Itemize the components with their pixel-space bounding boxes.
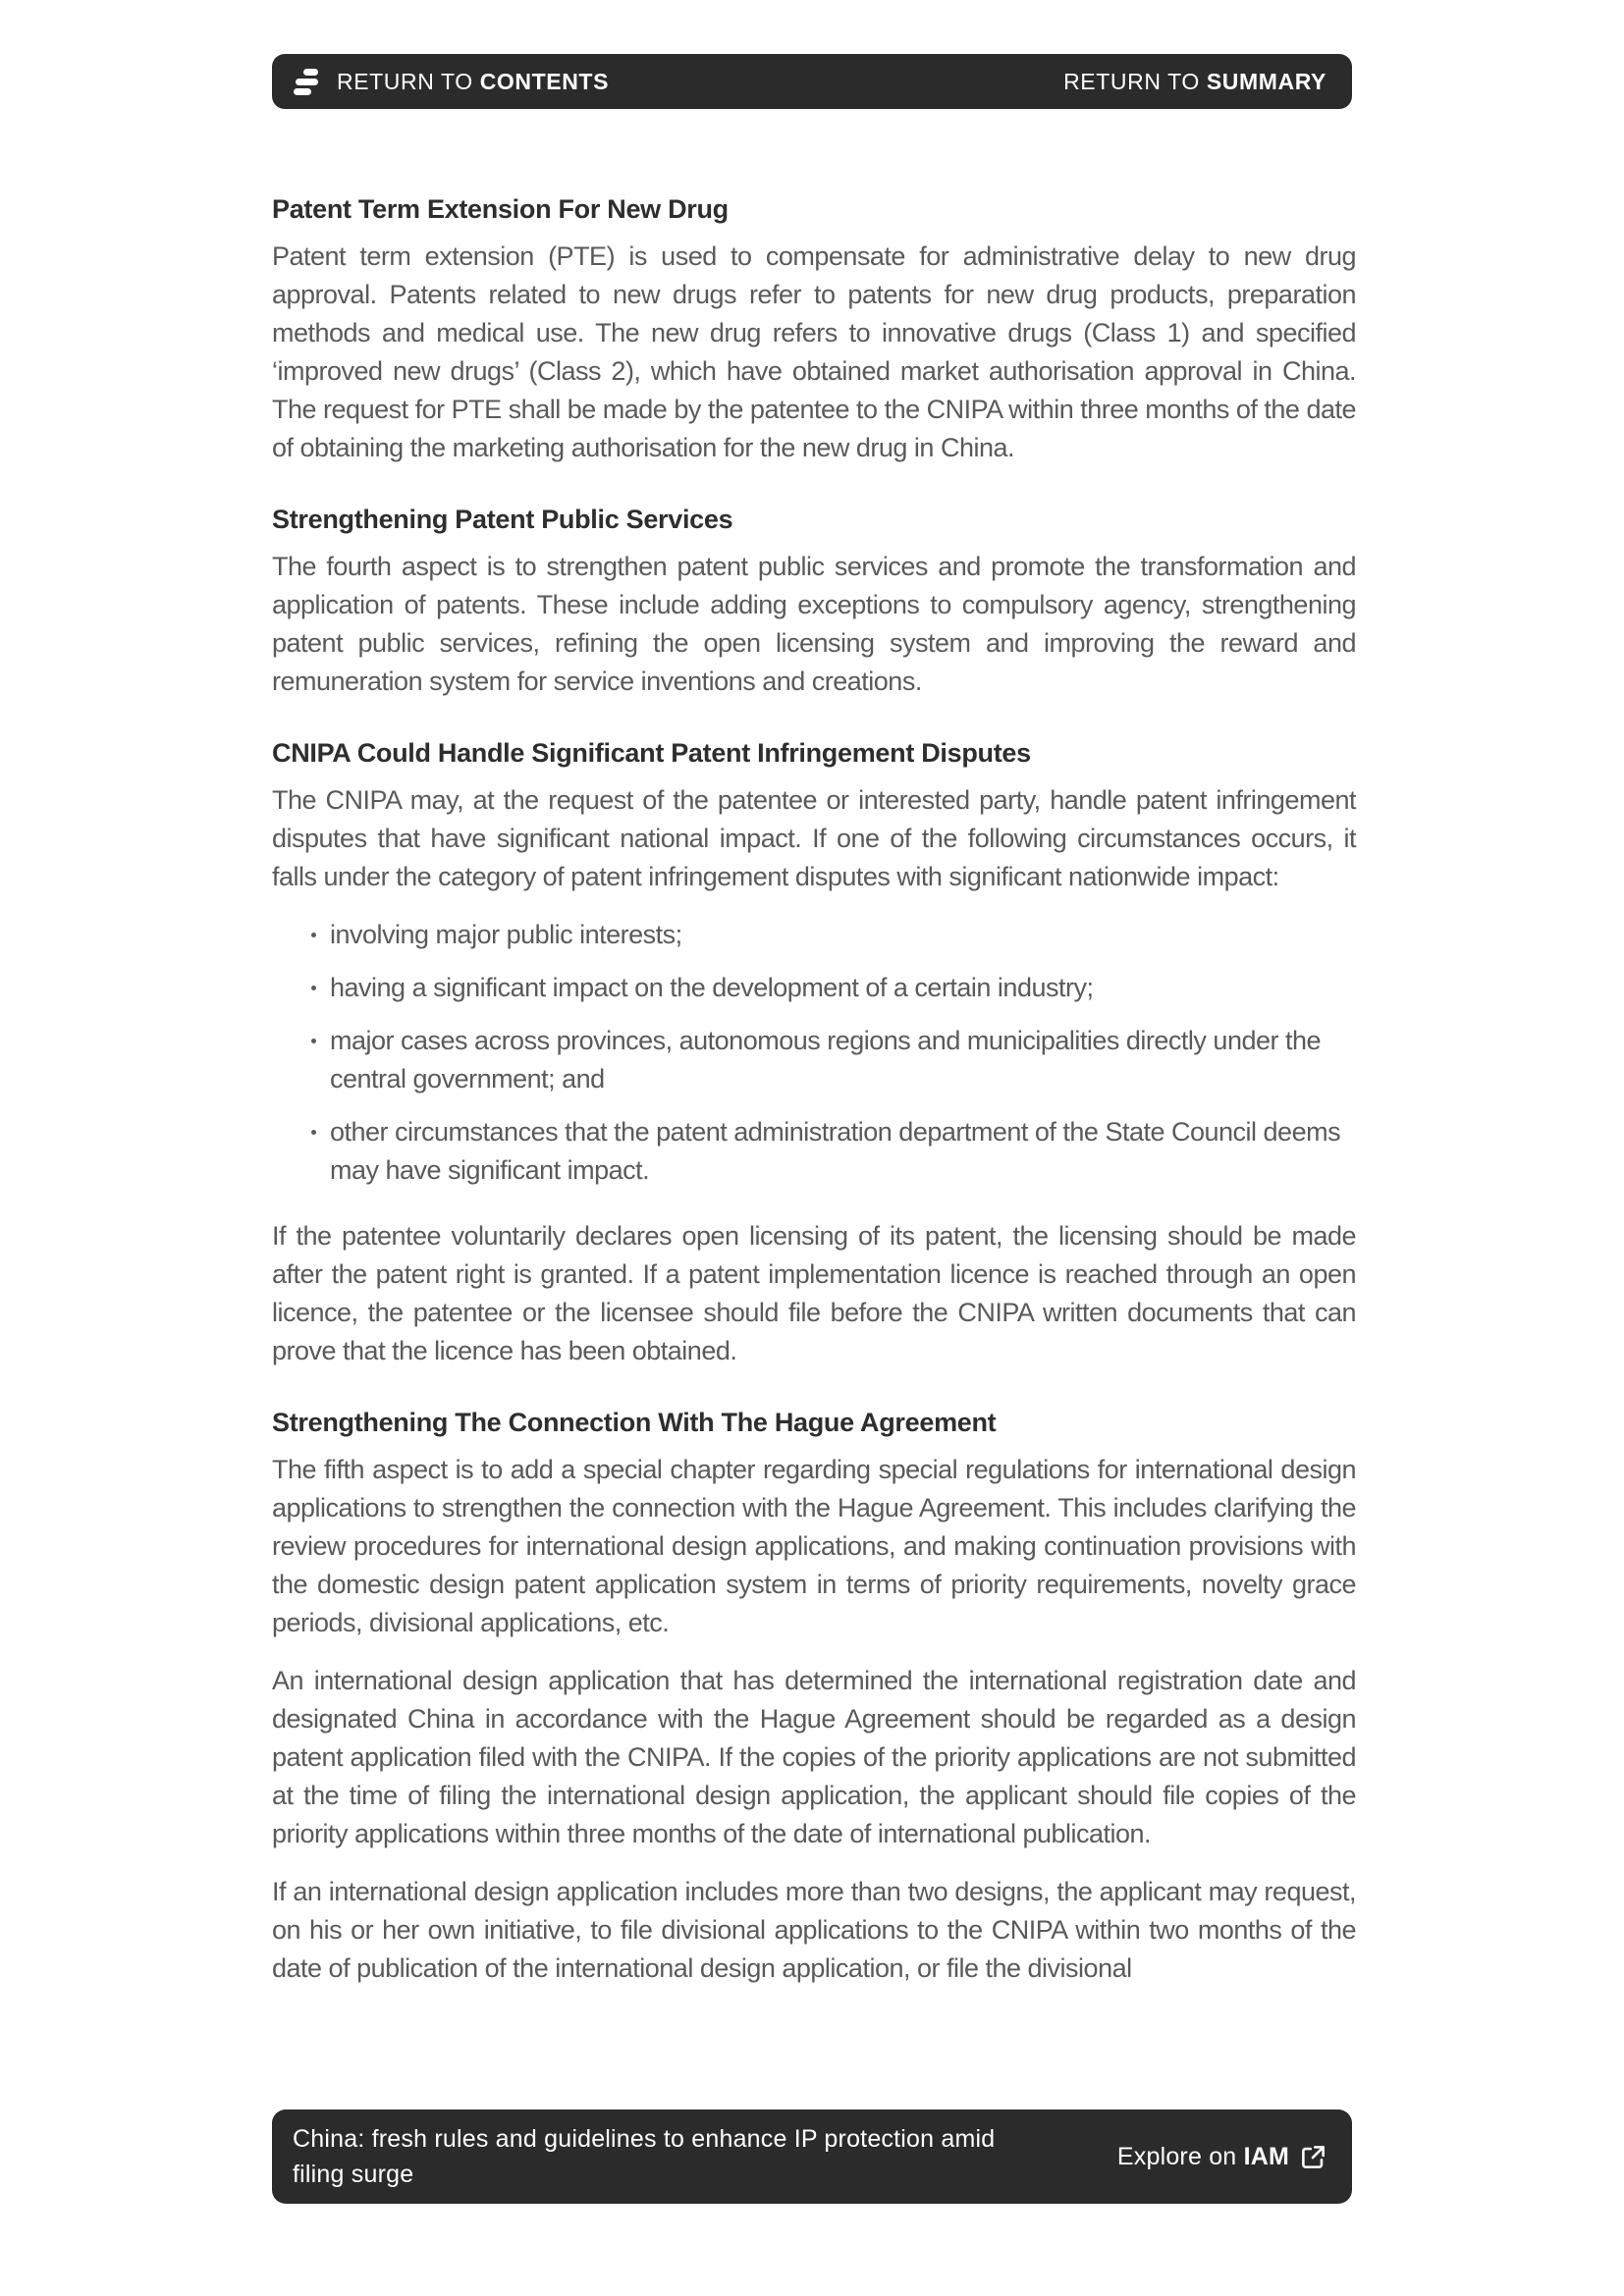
return-to-summary-label: RETURN TO SUMMARY [1063,68,1326,94]
section-heading-patent-term-extension: Patent Term Extension For New Drug [272,194,729,224]
bullet-item: having a significant impact on the development of a certain industry; [311,969,1356,1007]
explore-on-iam-label: Explore on IAM [1116,2142,1289,2170]
paragraph-hague-3: If an international design application includes more than two designs, the applicant may request, on his or her own initiative, to file divisional applications to the CNIPA within two months of the date of publication of the international design application, or file the divisional [272,1877,1356,1983]
bullet-dot-icon [311,933,316,937]
article-content [272,0,1356,2007]
explore-on-iam-link[interactable] [1117,2143,1326,2171]
external-link-icon [1300,2144,1326,2170]
bullet-dot-icon [311,1130,316,1135]
bullet-item: major cases across provinces, autonomous regions and municipalities directly under the central government; and [311,1022,1356,1098]
section-heading-hague-agreement: Strengthening The Connection With The Hague Agreement [272,1408,997,1437]
paragraph-public-services: The fourth aspect is to strengthen patent public services and promote the transformation and application of patents. These include adding exceptions to compulsory agency, strengthening patent public services, refining the open licensing system and improving the reward and remuneration system for service inventions and creations. [272,552,1356,696]
bullet-dot-icon [311,1039,316,1043]
dispute-circumstances-list [272,916,1356,1190]
paragraph-pte: Patent term extension (PTE) is used to compensate for administrative delay to new drug approval. Patents related to new drugs refer to patents for new drug products, preparation methods and medical use. The new drug refers to innovative drugs (Class 1) and specified ‘improved new drugs’ (Class 2), which have obtained market authorisation approval in China. The request for PTE shall be made by the patentee to the CNIPA within three months of the date of obtaining the marketing authorisation for the new drug in China. [272,241,1356,462]
paragraph-open-licensing: If the patentee voluntarily declares open licensing of its patent, the licensing should be made after the patent right is granted. If a patent implementation licence is reached through an open licence, the patentee or the licensee should file before the CNIPA written documents that can prove that the licence has been obtained. [272,1221,1356,1365]
bullet-item: other circumstances that the patent administration department of the State Council deems may have significant impact. [311,1113,1356,1190]
paragraph-hague-1: The fifth aspect is to add a special chapter regarding special regulations for international design applications to strengthen the connection with the Hague Agreement. This includes clarifying the review procedures for international design applications, and making continuation provisions with the domestic design patent application system in terms of priority requirements, novelty grace periods, divisional applications, etc. [272,1455,1356,1637]
footer-article-title: China: fresh rules and guidelines to enhance IP protection amid filing surge [293,2125,996,2188]
section-heading-cnipa-disputes: CNIPA Could Handle Significant Patent Infringement Disputes [272,738,1031,768]
section-heading-patent-public-services: Strengthening Patent Public Services [272,505,733,534]
return-to-contents-label: RETURN TO CONTENTS [337,68,610,94]
footer-bar [272,2109,1352,2204]
paragraph-hague-2: An international design application that has determined the international registration date and designated China in accordance with the Hague Agreement should be regarded as a design patent application filed with the CNIPA. If the copies of the priority applications are not submitted at the time of filing the international design application, the applicant should file copies of the priority applications within three months of the date of international publication. [272,1666,1356,1848]
bullet-item: involving major public interests; [311,916,1356,954]
paragraph-cnipa-disputes-intro: The CNIPA may, at the request of the patentee or interested party, handle patent infringement disputes that have significant national impact. If one of the following circumstances occurs, it falls under the category of patent infringement disputes with significant nationwide impact: [272,785,1356,891]
bullet-dot-icon [311,986,316,990]
